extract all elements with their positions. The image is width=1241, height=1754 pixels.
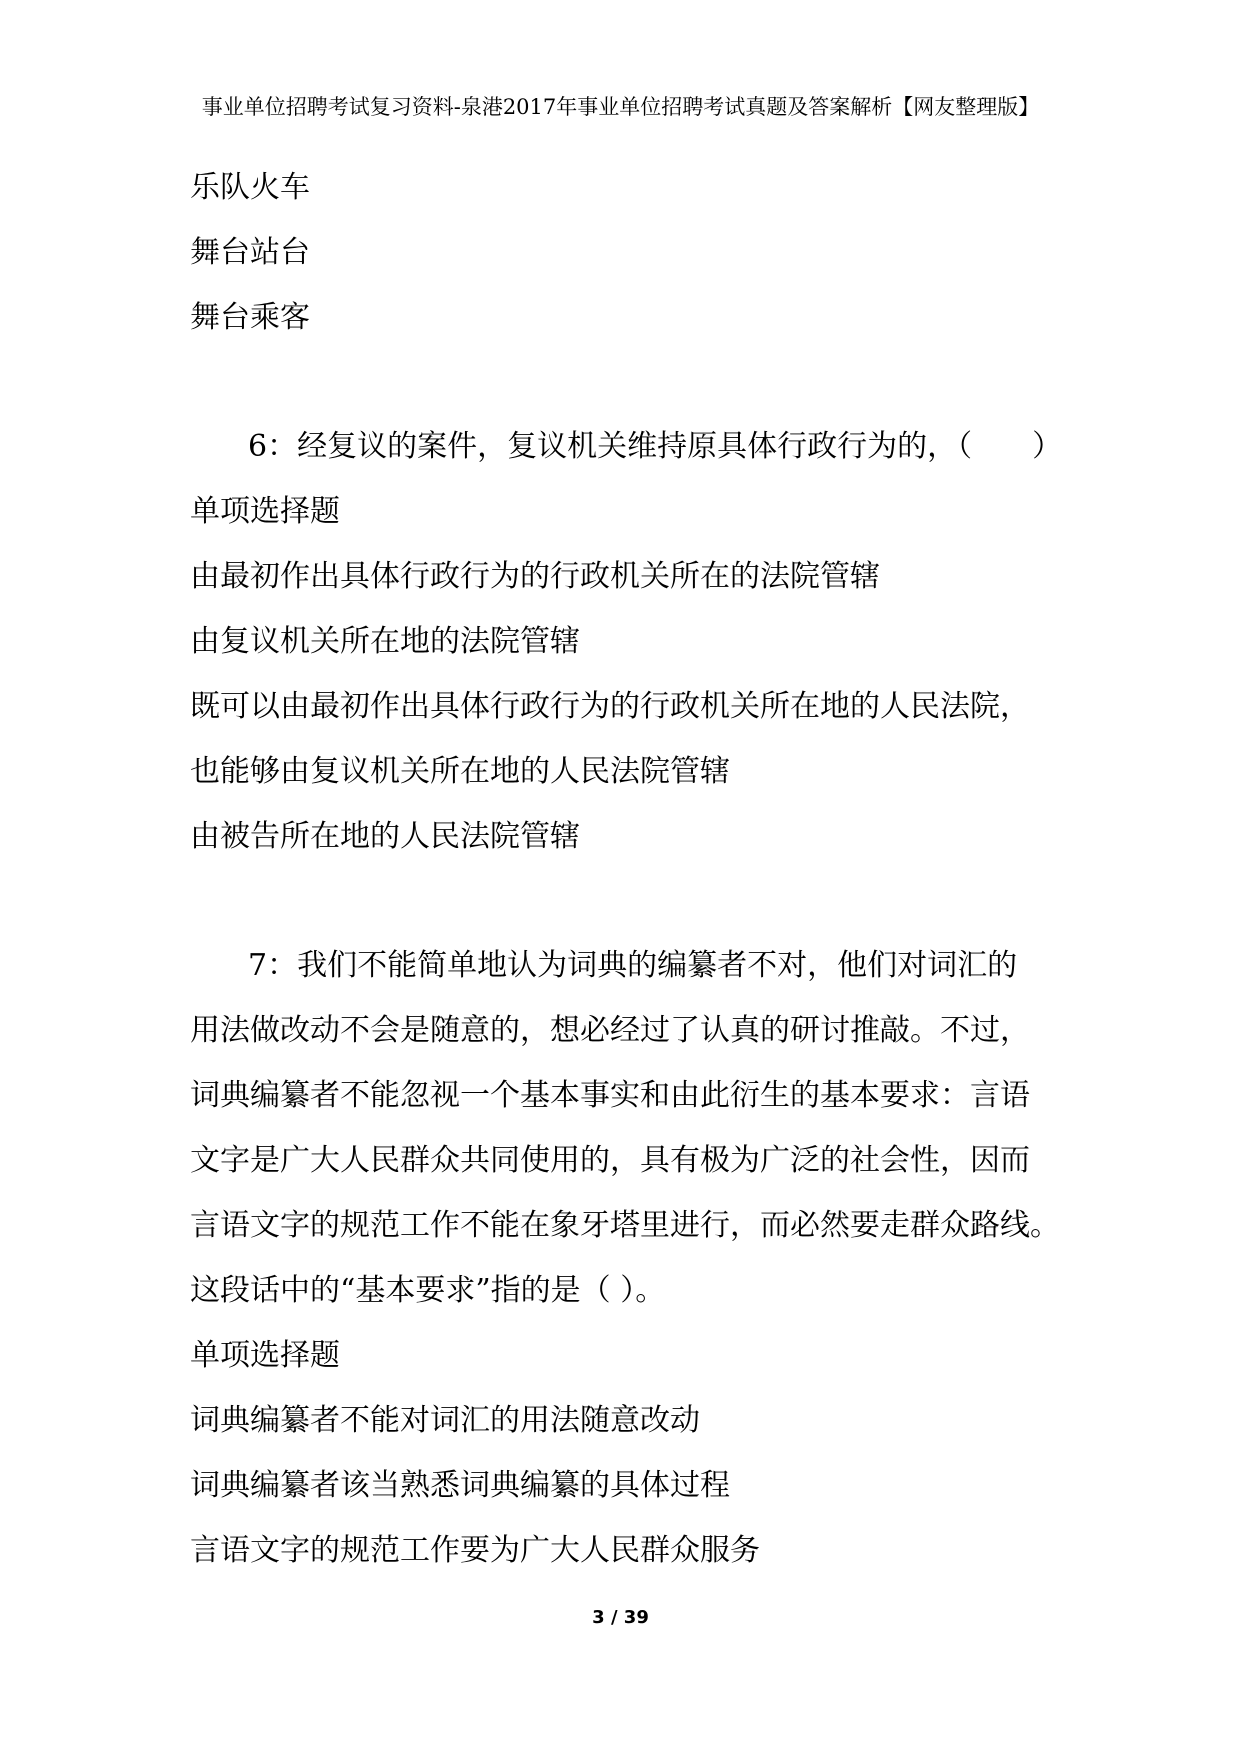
- question-7-stem-line: 言语文字的规范工作不能在象牙塔里进行，而必然要走群众路线。: [190, 1208, 1060, 1243]
- document-header: 事业单位招聘考试复习资料-泉港2017年事业单位招聘考试真题及答案解析【网友整理版】: [201, 95, 1040, 119]
- question-7-option-c: 言语文字的规范工作要为广大人民群众服务: [190, 1533, 760, 1568]
- question-7-stem-line: 词典编纂者不能忽视一个基本事实和由此衍生的基本要求：言语: [190, 1078, 1030, 1113]
- question-6-option-c: 既可以由最初作出具体行政行为的行政机关所在地的人民法院，: [190, 689, 1030, 724]
- page-number: 3 / 39: [592, 1607, 649, 1628]
- option-item: 舞台乘客: [190, 300, 310, 335]
- question-6-option-b: 由复议机关所在地的法院管辖: [190, 624, 580, 659]
- question-7-stem-line: 用法做改动不会是随意的，想必经过了认真的研讨推敲。不过，: [190, 1013, 1030, 1048]
- question-7-option-a: 词典编纂者不能对词汇的用法随意改动: [190, 1403, 700, 1438]
- question-7-type: 单项选择题: [190, 1338, 340, 1373]
- question-7-stem-line: 这段话中的“基本要求”指的是（ ）。: [190, 1273, 666, 1308]
- question-6-option-a: 由最初作出具体行政行为的行政机关所在的法院管辖: [190, 559, 880, 594]
- option-item: 舞台站台: [190, 235, 310, 270]
- question-7-option-b: 词典编纂者该当熟悉词典编纂的具体过程: [190, 1468, 730, 1503]
- option-item: 乐队火车: [190, 170, 310, 205]
- question-6-type: 单项选择题: [190, 494, 340, 529]
- question-6-option-d: 由被告所在地的人民法院管辖: [190, 819, 580, 854]
- question-7-stem-line: 文字是广大人民群众共同使用的，具有极为广泛的社会性，因而: [190, 1143, 1030, 1178]
- question-7-stem-line: 7：我们不能简单地认为词典的编纂者不对，他们对词汇的: [248, 948, 1018, 983]
- question-6-stem: 6：经复议的案件，复议机关维持原具体行政行为的，（ ）: [248, 429, 1063, 464]
- question-6-option-c-cont: 也能够由复议机关所在地的人民法院管辖: [190, 754, 730, 789]
